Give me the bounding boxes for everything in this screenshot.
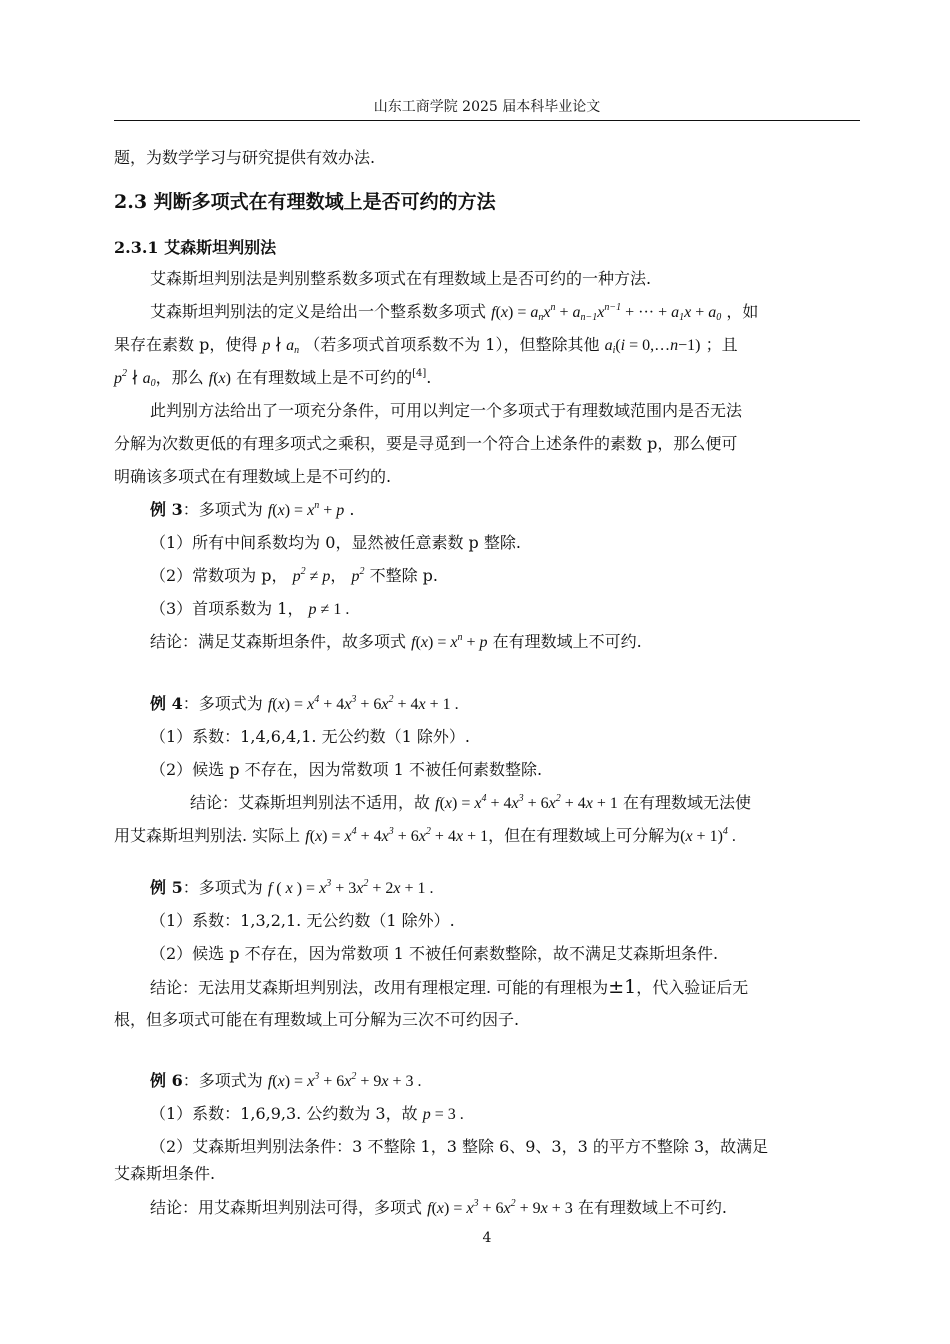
formula-p2-not-divides-a0: $p^2$ ∤ $a_0$ [114, 368, 156, 389]
formula-ex3: $f(x) = x^n + p$ [411, 632, 488, 651]
text-fragment: 不整除 p. [369, 566, 438, 585]
list-item: （1）系数：1,4,6,4,1. 无公约数（1 除外）. [150, 727, 470, 746]
text-fragment: 在有理数域无法使 [623, 793, 752, 812]
example-label: 例 5 [150, 878, 183, 897]
list-item: （2）候选 p 不存在，因为常数项 1 不被任何素数整除，故不满足艾森斯坦条件. [150, 944, 719, 963]
text-fragment: 结论：用艾森斯坦判别法可得，多项式 [150, 1198, 423, 1217]
page-number: 4 [482, 1230, 492, 1246]
body-line: 明确该多项式在有理数域上是不可约的. [114, 467, 392, 486]
formula-ex3: $f(x) = x^n + p$ [267, 500, 345, 519]
formula-ex6: $f(x) = x^3 + 6x^2 + 9x + 3$ . [267, 1071, 422, 1090]
body-line: 艾森斯坦条件. [114, 1164, 216, 1183]
plus-minus-one: ±1 [608, 976, 637, 998]
formula-p-not-divides-an: p ∤ $a_n$ [262, 337, 300, 356]
body-line: 根，但多项式可能在有理数域上可分解为三次不可约因子. [114, 1010, 520, 1029]
conclusion-line [150, 1196, 860, 1221]
text-fragment: ：多项式为 [182, 500, 263, 519]
list-item [150, 1102, 860, 1127]
text-fragment: ，如 [726, 302, 759, 321]
example-5-heading [150, 876, 860, 901]
example-6-heading [150, 1069, 860, 1094]
conclusion-line [150, 630, 860, 655]
definition-line [114, 333, 860, 358]
section-heading-2-3: 2.3 判断多项式在有理数域上是否可约的方法 [114, 191, 496, 213]
example-label: 例 3 [150, 500, 183, 519]
text-fragment: ：多项式为 [182, 1071, 263, 1090]
formula-ai-range: $a_i(i$ = 0,…n−1) [604, 337, 701, 356]
formula-p-neq-1: p ≠ 1 . [308, 601, 350, 618]
formula-x-plus-1-power-4: $(x + 1)^4$ . [680, 826, 736, 845]
definition-line [150, 300, 860, 325]
formula-general-polynomial: $f(x) = a_nx^n + a_{n-1}x^{n-1}$ + ··· + $a_1x + a_0$ [491, 302, 722, 323]
body-line: 题，为数学学习与研究提供有效办法. [114, 148, 376, 167]
example-3-heading: 例 3：多项式为 $f(x) = x^n + p$ . [150, 500, 355, 519]
formula-ex4: $f(x) = x^4 + 4x^3 + 6x^2 + 4x + 1$ [305, 826, 489, 845]
text-fragment: ，但在有理数域上可分解为 [488, 826, 681, 845]
list-item: （2）常数项为 p， $p^2 \ne p$， $p^2$ 不整除 p. [150, 566, 438, 585]
formula-ex5: f ( x ) = $x^3 + 3x^2 + 2x + 1$ . [267, 878, 434, 897]
text-fragment: ：多项式为 [182, 694, 263, 713]
text-fragment: （1）系数：1,6,9,3. 公约数为 3，故 [150, 1104, 418, 1123]
text-fragment: 果存在素数 p，使得 [114, 335, 258, 354]
conclusion-line [190, 791, 860, 816]
list-item: （2）候选 p 不存在，因为常数项 1 不被任何素数整除. [150, 760, 543, 779]
list-item [150, 597, 860, 622]
text-fragment: （若多项式首项系数不为 1），但整除其他 [304, 335, 600, 354]
text-fragment: 结论：艾森斯坦判别法不适用，故 [190, 793, 431, 812]
formula-p2-neq-p: $p^2 \ne p$ [292, 566, 331, 585]
formula-ex4: $f(x) = x^4 + 4x^3 + 6x^2 + 4x + 1$ . [267, 694, 459, 713]
formula-p2: $p^2$ [351, 566, 365, 585]
text-fragment: 结论：满足艾森斯坦条件，故多项式 [150, 632, 407, 651]
definition-line [114, 366, 860, 391]
subsection-heading-2-3-1: 2.3.1 艾森斯坦判别法 [114, 238, 277, 257]
text-fragment: 用艾森斯坦判别法. 实际上 [114, 826, 301, 845]
example-4-heading [150, 692, 860, 717]
example-label: 例 4 [150, 694, 183, 713]
formula-f-of-x: f(x) [208, 370, 231, 387]
citation-reference[interactable]: [4] [412, 368, 427, 379]
list-item: （1）所有中间系数均为 0，显然被任意素数 p 整除. [150, 533, 521, 552]
text-fragment: 在有理数域上不可约. [492, 632, 642, 651]
text-fragment: . [426, 368, 432, 387]
text-fragment: ，那么 [155, 368, 204, 387]
conclusion-line [150, 975, 860, 1000]
formula-ex6: $f(x) = x^3 + 6x^2 + 9x + 3$ [427, 1198, 573, 1217]
formula-ex4: $f(x) = x^4 + 4x^3 + 6x^2 + 4x + 1$ [435, 793, 618, 812]
text-fragment: ：多项式为 [182, 878, 263, 897]
list-item: （2）艾森斯坦判别法条件：3 不整除 1，3 整除 6、9、3，3 的平方不整除 3，故满足 [150, 1137, 769, 1156]
text-fragment: 结论：无法用艾森斯坦判别法，改用有理根定理. 可能的有理根为 [150, 978, 609, 997]
body-line: 分解为次数更低的有理多项式之乘积，要是寻觅到一个符合上述条件的素数 p，那么便可 [114, 434, 738, 453]
body-line: 此判别方法给出了一项充分条件，可用以判定一个多项式于有理数域范围内是否无法 [150, 401, 743, 420]
example-label: 例 6 [150, 1071, 183, 1090]
text-fragment: 艾森斯坦判别法的定义是给出一个整系数多项式 [150, 302, 487, 321]
list-item: （1）系数：1,3,2,1. 无公约数（1 除外）. [150, 911, 455, 930]
running-header: 山东工商学院 2025 届本科毕业论文 [373, 99, 601, 115]
body-line: 艾森斯坦判别法是判别整系数多项式在有理数域上是否可约的一种方法. [150, 269, 652, 288]
header-rule [114, 120, 860, 121]
conclusion-line [114, 824, 860, 849]
text-fragment: （2）常数项为 p， [150, 566, 288, 585]
text-fragment: （3）首项系数为 1， [150, 599, 304, 618]
text-fragment: ，代入验证后无 [636, 978, 749, 997]
text-fragment: ；且 [705, 335, 738, 354]
text-fragment: 在有理数域上不可约. [577, 1198, 727, 1217]
formula-p-equals-3: p = 3 . [422, 1106, 464, 1123]
text-fragment: 在有理数域上是不可约的 [236, 368, 413, 387]
